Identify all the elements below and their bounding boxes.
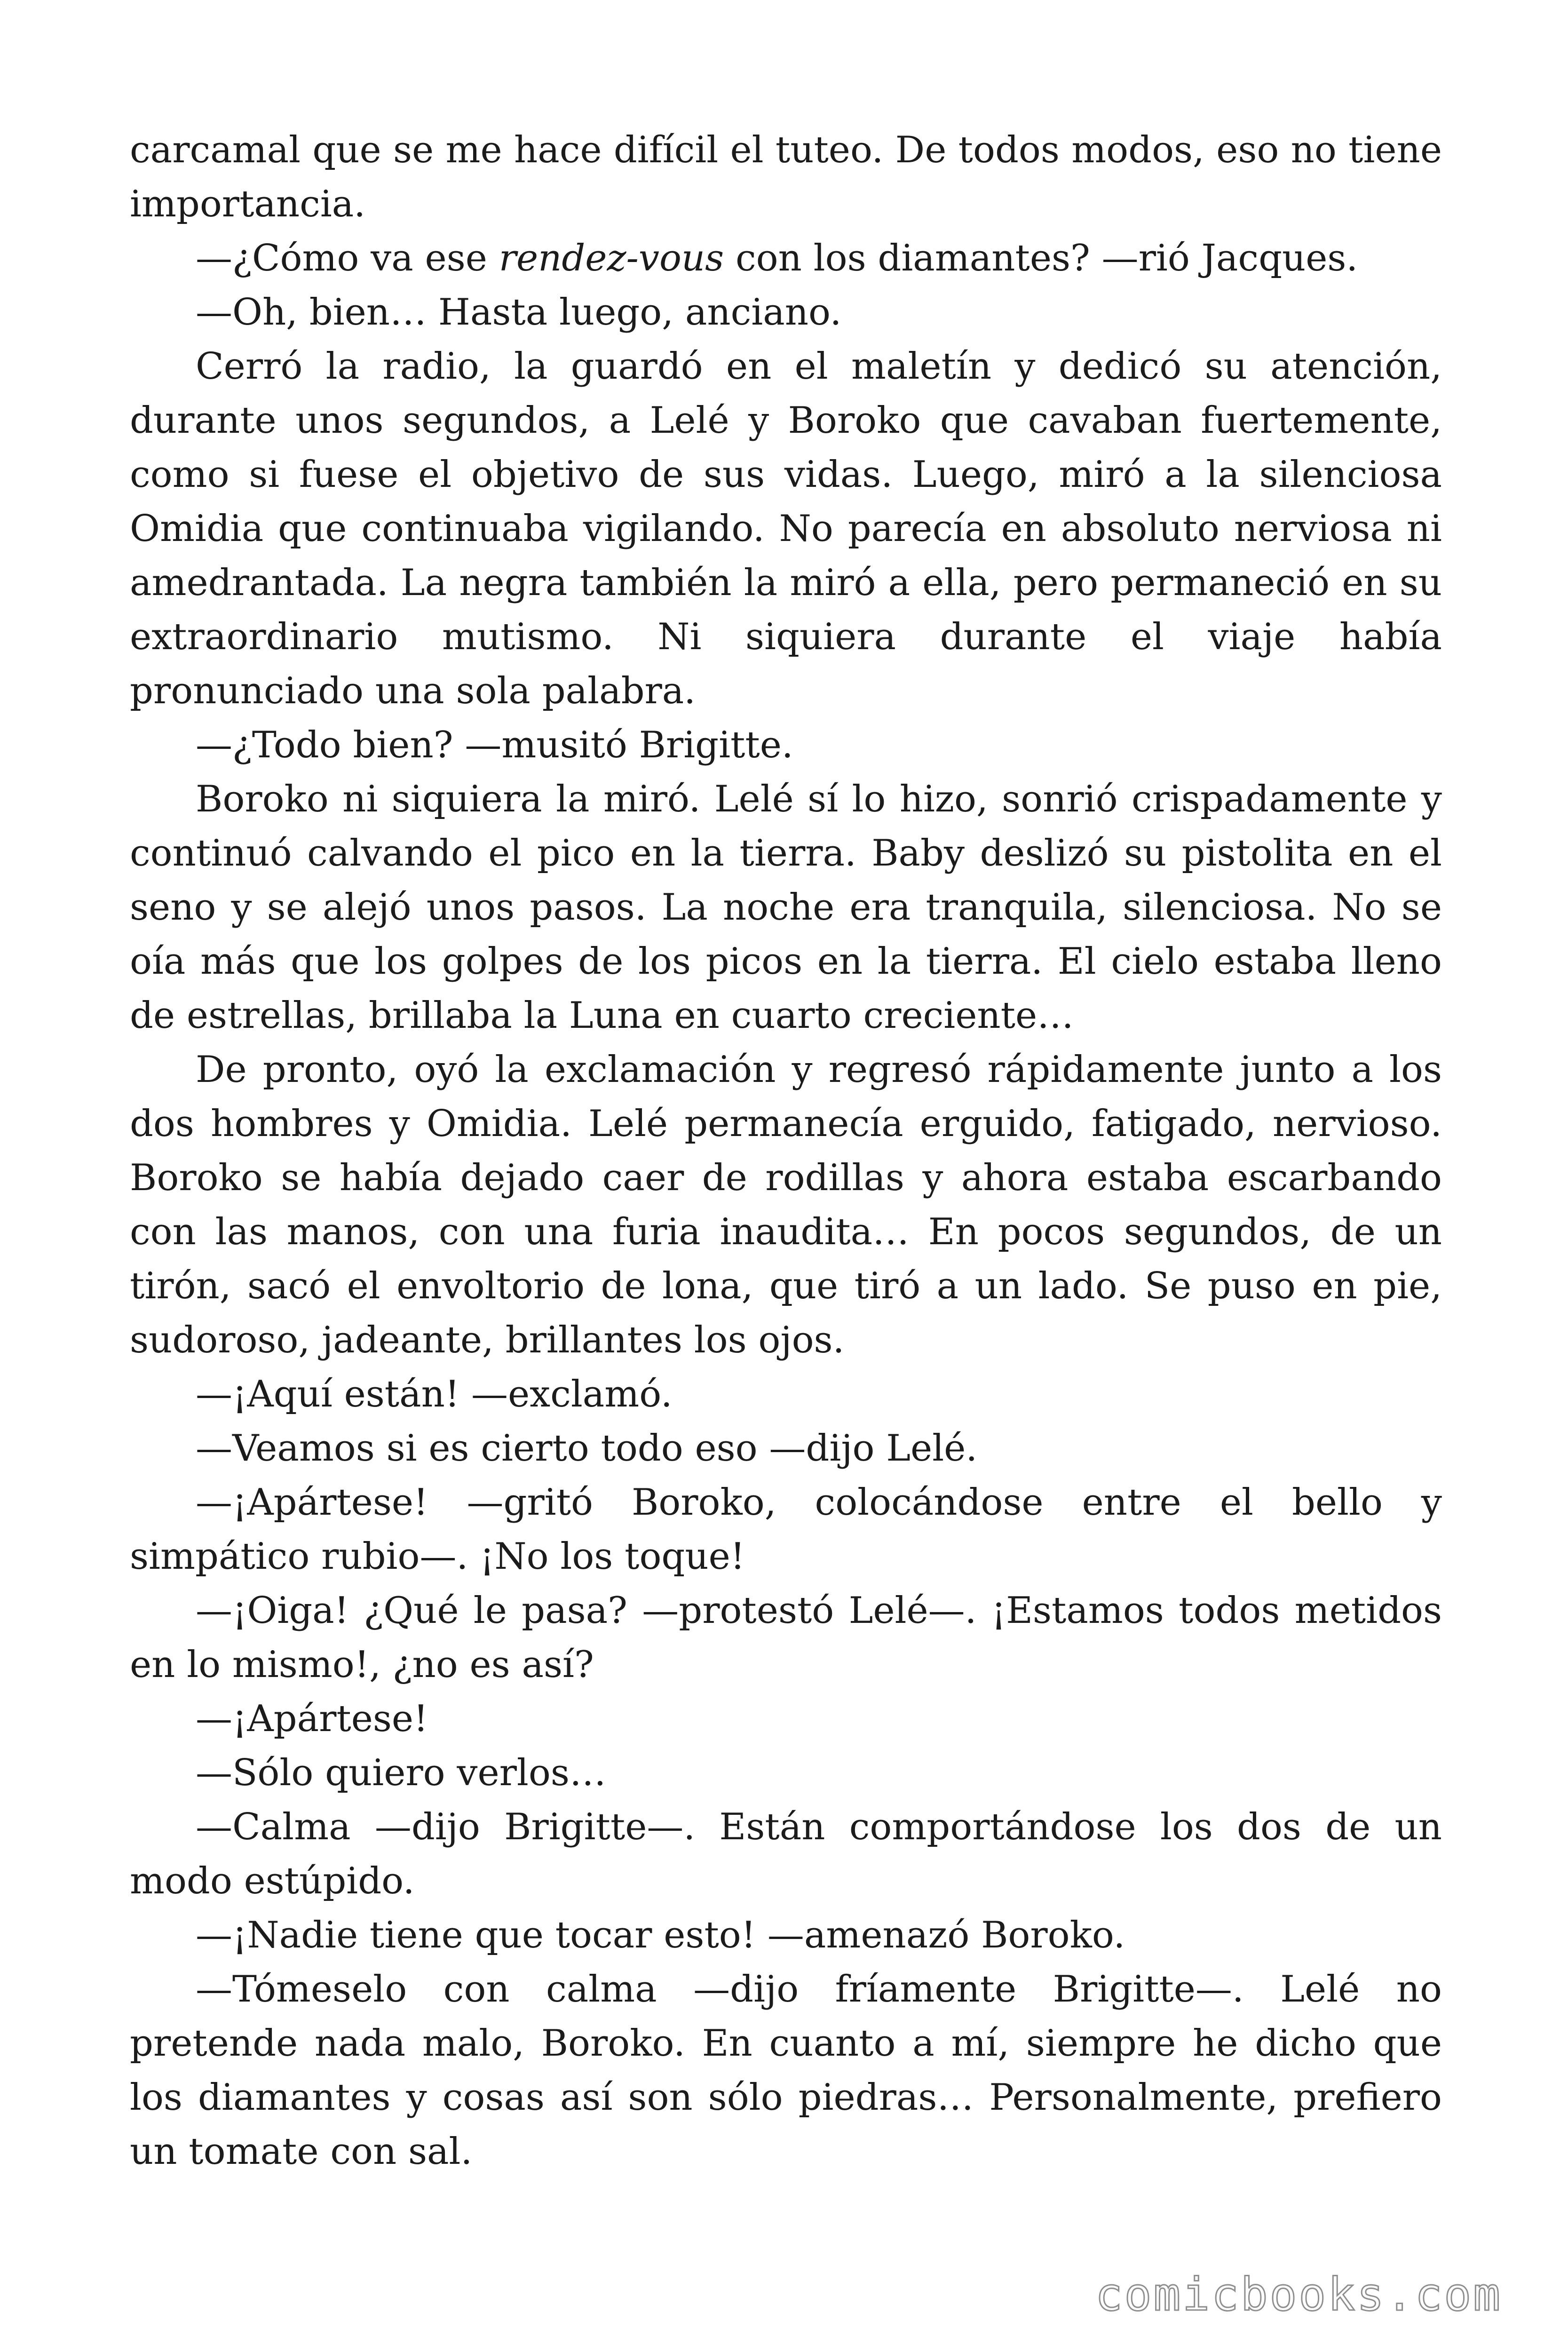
text-run: —¡Aquí están! —exclamó. <box>196 1373 673 1415</box>
text-run: carcamal que se me hace difícil el tuteo. De todos modos, eso no tiene importancia. <box>130 129 1442 225</box>
text-run: —¿Cómo va ese <box>196 237 499 279</box>
paragraph <box>130 1043 1442 1367</box>
text-run: —¡Nadie tiene que tocar esto! —amenazó Boroko. <box>196 1914 1125 1956</box>
text-run: —Sólo quiero verlos… <box>196 1752 606 1794</box>
paragraph <box>130 772 1442 1043</box>
paragraph <box>130 1963 1442 2179</box>
text-run: —¡Apártese! —gritó Boroko, colocándose entre el bello y simpático rubio—. ¡No los toque! <box>130 1481 1442 1578</box>
paragraph <box>130 1422 1442 1476</box>
watermark: comicbooks.com <box>1095 2268 1502 2321</box>
text-run: —Oh, bien… Hasta luego, anciano. <box>196 291 842 334</box>
paragraph <box>130 123 1442 231</box>
italic-text: rendez-vous <box>499 237 724 279</box>
text-run: —Tómeselo con calma —dijo fríamente Brigitte—. Lelé no pretende nada malo, Boroko. En cuanto a mí, siempre he dicho que los diamantes y cosas así son sólo piedras… Personalmente, prefiero un tomate con sal. <box>130 1968 1442 2173</box>
paragraph <box>130 1908 1442 1963</box>
paragraph <box>130 1476 1442 1584</box>
paragraph <box>130 718 1442 772</box>
paragraph <box>130 340 1442 718</box>
paragraph <box>130 1367 1442 1422</box>
text-run: —¡Oiga! ¿Qué le pasa? —protestó Lelé—. ¡Estamos todos metidos en lo mismo!, ¿no es así? <box>130 1589 1442 1686</box>
paragraph <box>130 286 1442 340</box>
paragraph <box>130 1584 1442 1692</box>
paragraph <box>130 231 1442 286</box>
text-run: —¡Apártese! <box>196 1698 428 1740</box>
paragraph <box>130 1800 1442 1908</box>
text-run: Boroko ni siquiera la miró. Lelé sí lo hizo, sonrió crispadamente y continuó calvando el pico en la tierra. Baby deslizó su pistolita en el seno y se alejó unos pasos. La noche era tranquila, silenciosa. No se oía más que los golpes de los picos en la tierra. El cielo estaba lleno de estrellas, brillaba la Luna en cuarto creciente… <box>130 778 1442 1037</box>
text-run: —Veamos si es cierto todo eso —dijo Lelé. <box>196 1427 978 1470</box>
text-run: —Calma —dijo Brigitte—. Están comportándose los dos de un modo estúpido. <box>130 1806 1442 1902</box>
text-run: —¿Todo bien? —musitó Brigitte. <box>196 724 793 766</box>
paragraph <box>130 1692 1442 1746</box>
paragraph <box>130 1746 1442 1800</box>
text-run: con los diamantes? —rió Jacques. <box>724 237 1358 279</box>
text-run: De pronto, oyó la exclamación y regresó rápidamente junto a los dos hombres y Omidia. Lelé permanecía erguido, fatigado, nervioso. Boroko se había dejado caer de rodillas y ahora estaba escarbando con las manos, con una furia inaudita… En pocos segundos, de un tirón, sacó el envoltorio de lona, que tiró a un lado. Se puso en pie, sudoroso, jadeante, brillantes los ojos. <box>130 1049 1442 1361</box>
text-run: Cerró la radio, la guardó en el maletín y dedicó su atención, durante unos segundos, a Lelé y Boroko que cavaban fuertemente, como si fuese el objetivo de sus vidas. Luego, miró a la silenciosa Omidia que continuaba vigilando. No parecía en absoluto nerviosa ni amedrantada. La negra también la miró a ella, pero permaneció en su extraordinario mutismo. Ni siquiera durante el viaje había pronunciado una sola palabra. <box>130 345 1442 712</box>
page-body <box>130 123 1442 2179</box>
